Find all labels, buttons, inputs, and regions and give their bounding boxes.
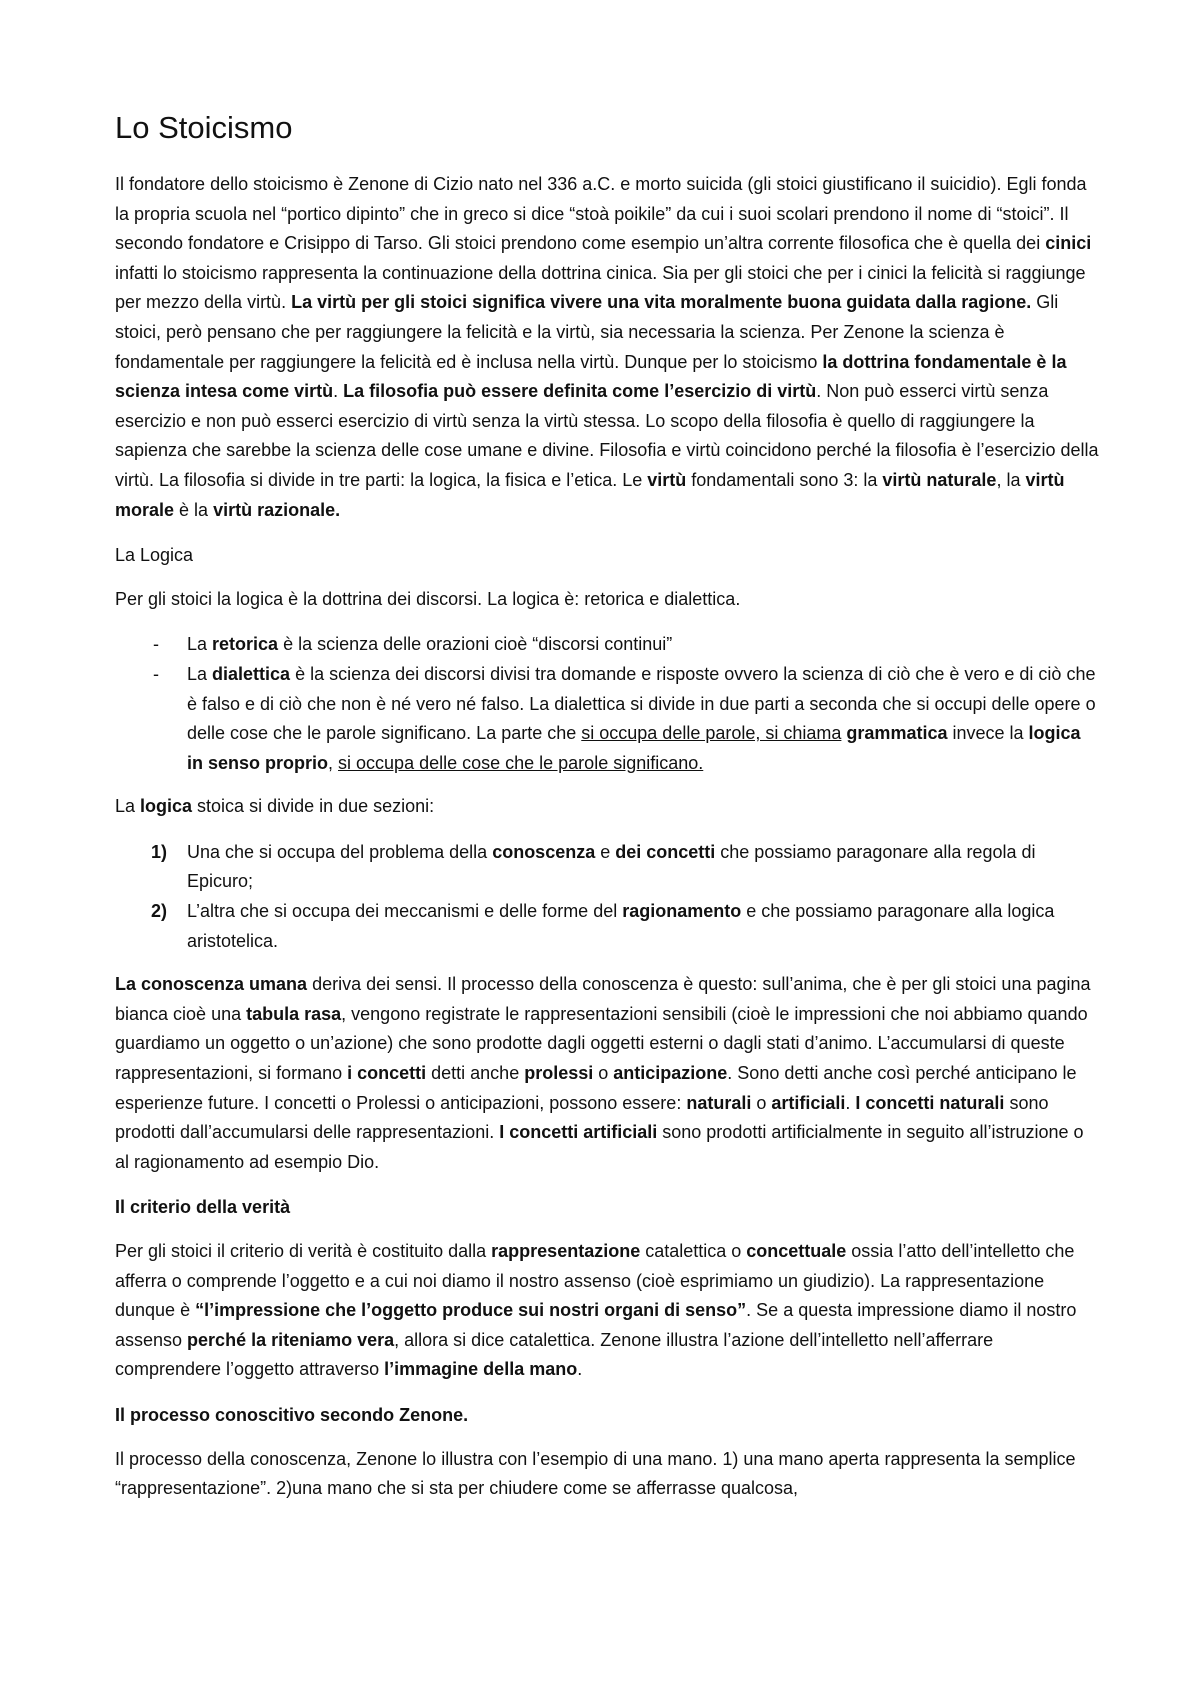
text-run: ,: [328, 752, 339, 773]
text-run: , vengono registrate le rappresentazioni sensibili (cioè le impressioni che noi abbiamo quando guardiamo un oggetto o un’azione) che sono prodotte dagli oggetti esterni o dagli stati d’animo. L’accumularsi di queste rappresentazioni, si formano: [115, 1003, 1088, 1084]
bold-text: virtù morale: [115, 469, 1065, 520]
bold-text: conoscenza: [492, 841, 596, 862]
list-marker: 2): [151, 901, 168, 922]
text-run: o: [593, 1063, 614, 1084]
bold-text: La filosofia può essere definita come l’esercizio di virtù: [343, 381, 817, 402]
bold-text: perché la riteniamo vera: [187, 1329, 395, 1350]
bold-text: I concetti artificiali: [499, 1122, 658, 1143]
bold-text: I concetti naturali: [855, 1092, 1005, 1113]
text-run: , allora si dice catalettica. Zenone illustra l’azione dell’intelletto nell’afferrare comprendere l’oggetto attraverso: [115, 1329, 994, 1380]
text-run: invece la: [947, 723, 1029, 744]
text-run: Una che si occupa del problema della: [187, 841, 493, 862]
bold-text: l’immagine della mano: [384, 1359, 578, 1380]
bold-text: dialettica: [212, 663, 291, 684]
logica-intro-paragraph: [115, 585, 1100, 615]
conoscenza-paragraph: [115, 970, 1100, 1177]
bold-text: cinici: [1045, 233, 1092, 254]
sezioni-intro-paragraph: [115, 792, 1100, 822]
bold-text: La virtù per gli stoici significa vivere una vita moralmente buona guidata dalla ragione.: [291, 292, 1032, 313]
intro-paragraph: [115, 170, 1100, 525]
text-run: .: [845, 1092, 856, 1113]
logica-heading: La Logica: [115, 545, 194, 566]
text-run: sono prodotti dall’accumularsi delle rappresentazioni.: [115, 1092, 1049, 1143]
text-run: .: [333, 381, 344, 402]
text-run: . Se a questa impressione diamo il nostro assenso: [115, 1300, 1077, 1350]
text-run: . Non può esserci virtù senza esercizio e non può esserci esercizio di virtù senza la virtù stessa. Lo scopo della filosofia è quello di raggiungere la sapienza che sarebbe la scienza delle cose umane e divine. Filosofia e virtù coincidono perché la filosofia è l’esercizio della virtù. La filosofia si divide in tre parti: la logica, la fisica e l’etica. Le: [115, 381, 1099, 490]
bold-text: la dottrina fondamentale è la scienza intesa come virtù: [115, 351, 1067, 402]
bold-text: anticipazione: [613, 1063, 728, 1084]
text-run: L’altra che si occupa dei meccanismi e delle forme del: [187, 901, 623, 922]
text-run: detti anche: [426, 1063, 525, 1084]
bold-text: dei concetti: [615, 841, 716, 862]
list-item-text: [187, 901, 1054, 951]
bold-text: rappresentazione: [491, 1241, 641, 1261]
text-run: fondamentali sono 3: la: [686, 469, 883, 490]
text-run: e: [595, 841, 616, 862]
processo-heading: Il processo conoscitivo secondo Zenone.: [115, 1404, 469, 1425]
list-item-retorica: [115, 630, 1100, 660]
text-run: Il fondatore dello stoicismo è Zenone di Cizio nato nel 336 a.C. e morto suicida (gli stoici giustificano il suicidio). Egli fonda la propria scuola nel “portico dipinto” che in greco si dice “stoà poikile” da cui i suoi scolari prendono il nome di “stoici”. Il secondo fondatore e Crisippo di Tarso. Gli stoici prendono come esempio un’altra corrente filosofica che è quella dei: [115, 174, 1087, 254]
text-run: Per gli stoici il criterio di verità è costituito dalla: [115, 1241, 492, 1261]
bold-text: grammatica: [846, 723, 948, 744]
text-run: o: [751, 1092, 772, 1113]
list-item-ragionamento: [115, 897, 1100, 956]
text-run: La: [187, 634, 213, 655]
retorica-dialettica-list: [115, 630, 1100, 778]
bold-text: naturali: [686, 1092, 752, 1113]
text-run: catalettica o: [640, 1241, 747, 1261]
list-marker: 1): [151, 841, 168, 862]
bold-text: virtù: [647, 469, 687, 490]
bold-text: logica in senso proprio: [187, 723, 1081, 773]
document-title: Lo Stoicismo: [115, 110, 293, 145]
text-run: Per gli stoici la logica è la dottrina dei discorsi. La logica è: retorica e dialettica.: [115, 588, 741, 609]
bold-text: ragionamento: [622, 901, 742, 922]
bold-text: virtù razionale.: [213, 499, 341, 520]
text-run: , la: [996, 469, 1026, 490]
bold-text: “l’impressione che l’oggetto produce sui nostri organi di senso”: [195, 1300, 747, 1321]
text-run: La: [187, 663, 213, 684]
underlined-text: si occupa delle cose che le parole significano.: [338, 752, 704, 773]
text-run: che possiamo paragonare alla regola di Epicuro;: [187, 841, 1036, 892]
bold-text: La conoscenza umana: [115, 974, 308, 995]
text-run: è la: [174, 499, 214, 520]
text-run: e che possiamo paragonare alla logica aristotelica.: [187, 901, 1055, 951]
bold-text: virtù naturale: [882, 469, 997, 490]
bold-text: concettuale: [746, 1241, 847, 1261]
text-run: La: [115, 796, 141, 817]
text-run: stoica si divide in due sezioni:: [192, 796, 435, 817]
bold-text: tabula rasa: [246, 1003, 342, 1024]
list-item-conoscenza: [115, 838, 1100, 897]
text-run: infatti lo stoicismo rappresenta la continuazione della dottrina cinica. Sia per gli stoici che per i cinici la felicità si raggiunge per mezzo della virtù.: [115, 262, 1086, 313]
text-run: deriva dei sensi. Il processo della conoscenza è questo: sull’anima, che è per gli stoici una pagina bianca cioè una: [115, 974, 1091, 1024]
bold-text: artificiali: [771, 1092, 846, 1113]
text-run: Il processo della conoscenza, Zenone lo illustra con l’esempio di una mano. 1) una mano aperta rappresenta la semplice “rappresentazione”. 2)una mano che si sta per chiudere come se afferrasse qualcosa,: [115, 1448, 1076, 1499]
text-run: è la scienza dei discorsi divisi tra domande e risposte ovvero la scienza di ciò che è vero e di ciò che è falso e di ciò che non è né vero né falso. La dialettica si divide in due parti a seconda che si occupi delle opere o delle cose che le parole significano. La parte che: [187, 663, 1096, 744]
bold-text: prolessi: [524, 1063, 594, 1084]
bold-text: i concetti: [347, 1063, 427, 1084]
list-item-dialettica: [115, 660, 1100, 778]
text-run: Gli stoici, però pensano che per raggiungere la felicità e la virtù, sia necessaria la scienza. Per Zenone la scienza è fondamentale per raggiungere la felicità ed è inclusa nella virtù. Dunque per lo stoicismo: [115, 292, 1059, 372]
text-run: è la scienza delle orazioni cioè “discorsi continui”: [278, 634, 673, 655]
processo-paragraph: [115, 1445, 1100, 1504]
text-run: .: [577, 1359, 583, 1380]
underlined-text: si occupa delle parole, si chiama: [581, 723, 842, 744]
text-run: ossia l’atto dell’intelletto che afferra o comprende l’oggetto e a cui noi diamo il nostro assenso (cioè esprimiamo un giudizio). La rappresentazione dunque è: [115, 1241, 1075, 1321]
bold-text: retorica: [212, 634, 279, 655]
criterio-heading: Il criterio della verità: [115, 1197, 291, 1218]
criterio-paragraph: [115, 1237, 1100, 1385]
text-run: sono prodotti artificialmente in seguito all’istruzione o al ragionamento ad esempio Dio.: [115, 1122, 1084, 1172]
text-run: . Sono detti anche così perché anticipano le esperienze future. I concetti o Prolessi o anticipazioni, possono essere:: [115, 1063, 1077, 1113]
bold-text: logica: [140, 796, 193, 817]
list-item-text: [187, 842, 1035, 892]
sezioni-list: [115, 838, 1100, 956]
